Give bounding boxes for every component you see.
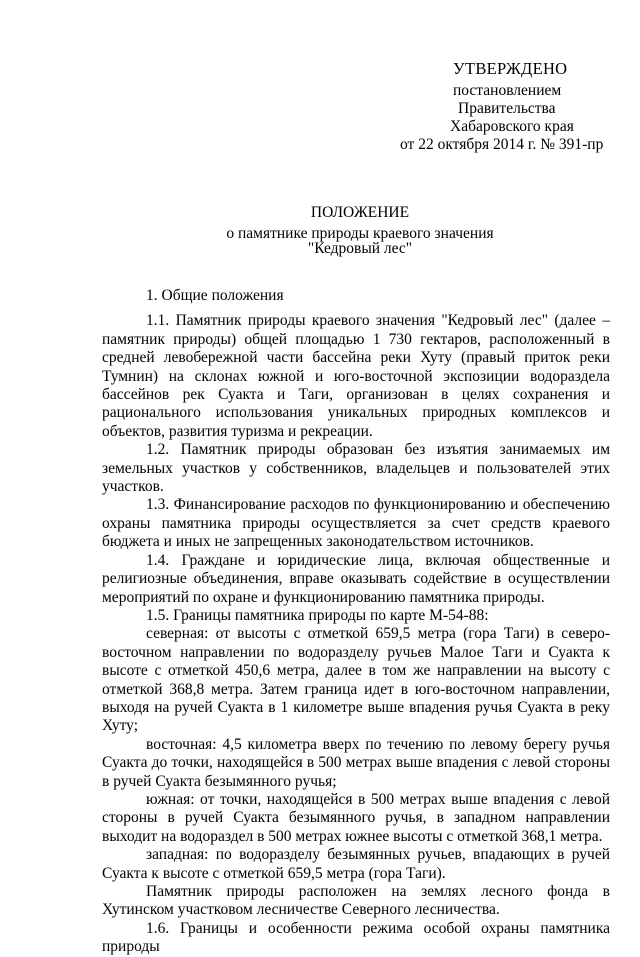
- document-subtitle: о памятнике природы краевого значения: [226, 225, 494, 242]
- approval-line: Правительства: [458, 100, 556, 117]
- paragraph: южная: от точки, находящейся в 500 метрах выше впадения с левой стороны в ручей Суакта безымянного ручья, в западном направлении выходит на водораздел в 500 метрах южнее высоты с отметкой 368,1 метра.: [102, 790, 610, 845]
- paragraph: 1.6. Границы и особенности режима особой охраны памятника природы: [102, 919, 610, 956]
- paragraph: северная: от высоты с отметкой 659,5 метра (гора Таги) в северо-восточном направлении по водоразделу ручьев Малое Таги и Суакта к высоте с отметкой 450,6 метра, далее в том же направлении на высоту с отметкой 368,8 метра. Затем граница идет в юго-восточном направлении, выходя на ручей Суакта в 1 километре выше впадения ручья Суакта в реку Хуту;: [102, 625, 610, 735]
- approval-date-line: от 22 октября 2014 г. № 391-пр: [400, 136, 604, 153]
- paragraph: 1.5. Границы памятника природы по карте М-54-88:: [146, 606, 489, 624]
- approval-line: постановлением: [453, 82, 562, 99]
- paragraph: 1.3. Финансирование расходов по функционированию и обеспечению охраны памятника природы осуществляется за счет средств краевого бюджета и иных не запрещенных законодательством источников.: [102, 496, 610, 551]
- document-subtitle: "Кедровый лес": [307, 240, 413, 257]
- paragraph: 1.4. Граждане и юридические лица, включая общественные и религиозные объединения, вправе оказывать содействие в осуществлении мероприятий по охране и функционированию памятника природы.: [102, 551, 610, 606]
- paragraph: 1.2. Памятник природы образован без изъятия занимаемых им земельных участков у собственников, владельцев и пользователей этих участков.: [102, 441, 610, 496]
- document-body: [102, 287, 610, 957]
- approval-stamp: [400, 60, 630, 154]
- approval-line: Хабаровского края: [450, 118, 574, 135]
- paragraph: 1.1. Памятник природы краевого значения "Кедровый лес" (далее – памятник природы) общей площадью 1 730 гектаров, расположенный в средней левобережной части бассейна реки Хуту (правый приток реки Тумнин) на склонах южной и юго-восточной экспозиции водораздела бассейнов рек Суакта и Таги, организован в целях сохранения и рационального использования уникальных природных комплексов и объектов, развития туризма и рекреации.: [102, 312, 610, 440]
- paragraph: Памятник природы расположен на землях лесного фонда в Хутинском участковом лесничестве Северного лесничества.: [102, 883, 610, 919]
- paragraph: западная: по водоразделу безымянных ручьев, впадающих в ручей Суакта к высоте с отметкой 659,5 метра (гора Таги).: [102, 846, 610, 882]
- paragraph: восточная: 4,5 километра вверх по течению по левому берегу ручья Суакта до точки, находящейся в 500 метрах выше впадения с левой стороны в ручей Суакта безымянного ручья;: [102, 735, 610, 790]
- approval-heading: УТВЕРЖДЕНО: [453, 59, 568, 78]
- document-title-block: [120, 205, 600, 256]
- section-heading: 1. Общие положения: [146, 287, 284, 304]
- document-title: ПОЛОЖЕНИЕ: [310, 204, 410, 221]
